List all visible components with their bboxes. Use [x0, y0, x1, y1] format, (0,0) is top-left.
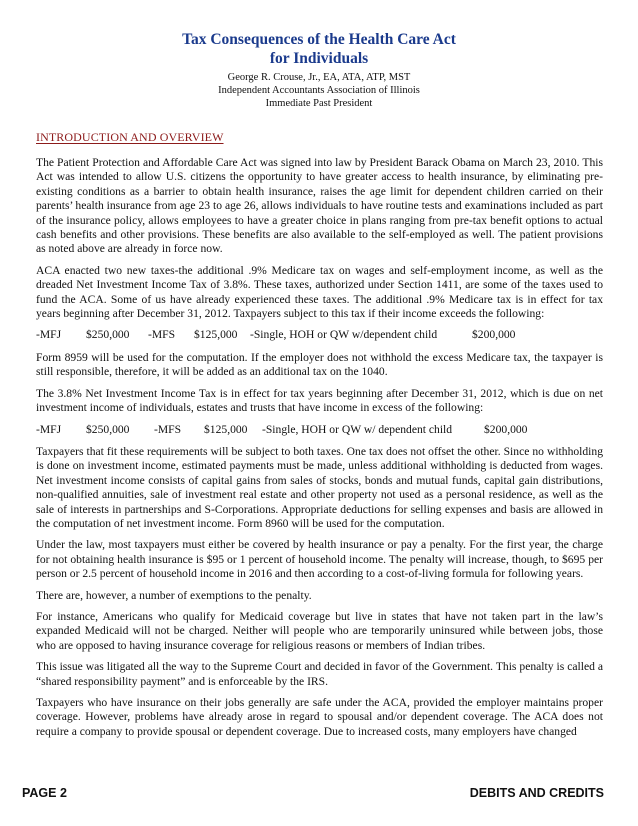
threshold-single-label: -Single, HOH or QW w/ dependent child [262, 422, 453, 436]
title-block [0, 30, 638, 110]
paragraph: Taxpayers who have insurance on their jobs generally are safe under the ACA, provided the employer maintains proper coverage. However, problems have already arose in regard to spousal and/or dependent coverage. The ACA does not require a company to provide spousal or dependent coverage. Due to increased costs, many employers have changed [36, 696, 603, 738]
author-role: Immediate Past President [265, 98, 373, 109]
threshold-mfj-label: -MFJ [36, 422, 62, 436]
threshold-single-label: -Single, HOH or QW w/dependent child [250, 328, 438, 342]
author-affiliation: Independent Accountants Association of Illinois [218, 85, 420, 96]
paragraph: Under the law, most taxpayers must either be covered by health insurance or pay a penalty. For the first year, the charge for not obtaining health insurance is $95 or 1 percent of household income. The penalty will increase, though, to $695 per person or 2.5 percent of household income in 2016 and then according to a cost-of-living formula for following years. [36, 538, 603, 581]
paragraph: Form 8959 will be used for the computation. If the employer does not withhold the excess Medicare tax, the taxpayer is still responsible, therefore, it will be added as an additional tax on the 1040. [36, 350, 603, 379]
threshold-mfj-label: -MFJ [36, 328, 62, 342]
paragraph: The Patient Protection and Affordable Care Act was signed into law by President Barack Obama on March 23, 2010. This Act was intended to allow U.S. citizens the opportunity to have greater access to health insurance, by eliminating pre-existing conditions as a barrier to obtain health insurance, raises the age limit for dependent children carried on their parents’ health insurance from age 23 to age 26, allows individuals to have routine tests and examinations included as part of the insurance policy, allows employees to have a greater choice in plans ranging from pre-tax benefit options to actual cash benefits and other provisions. These benefits are also available to the self-employed as well. The patient provisions as noted above are already in force now. [36, 156, 603, 256]
section-heading: INTRODUCTION AND OVERVIEW [36, 130, 224, 144]
article-title-line-2: for Individuals [269, 50, 369, 67]
publication-name: DEBITS AND CREDITS [469, 786, 604, 800]
paragraph: ACA enacted two new taxes-the additional .9% Medicare tax on wages and self-employment income, as well as the dreaded Net Investment Income Tax of 3.8%. These taxes, authorized under Section 1411, are some of the taxes used to fund the ACA. Some of us have already experienced these taxes. The additional .9% Medicare tax is in effect for tax years beginning after December 31, 2012. Taxpayers subject to this tax if their income exceeds the following: [36, 263, 603, 321]
niit-thresholds [36, 423, 603, 437]
page-footer [22, 786, 604, 800]
paragraph: This issue was litigated all the way to the Supreme Court and decided in favor of the Government. This penalty is called a “shared responsibility payment” and is enforceable by the IRS. [36, 660, 603, 688]
threshold-single-amount: $200,000 [472, 328, 516, 342]
paragraph: Taxpayers that fit these requirements will be subject to both taxes. One tax does not offset the other. Since no withholding is done on investment income, estimated payments must be made, unless additional withholding is deducted from wages. Net investment income consists of capital gains from sales of stocks, bonds and mutual funds, capital gain distributions, non-qualified annuities, sale of investment real estate and other property not used as a personal residence, as well as the sale of interests in partnerships and S-Corporations. Appropriate deductions for selling expenses and basis are allowed in the computation of net investment income. Form 8960 will be used for the computation. [36, 444, 603, 530]
threshold-mfj-amount: $250,000 [86, 422, 130, 436]
threshold-single-amount: $200,000 [484, 422, 528, 436]
page-number: PAGE 2 [22, 786, 67, 800]
paragraph: For instance, Americans who qualify for Medicaid coverage but live in states that have not taken part in the law’s expanded Medicaid will not be charged. Neither will people who are temporarily uninsured while between jobs, those who are opposed to having insurance coverage for religious reasons or members of Indian tribes. [36, 609, 603, 652]
medicare-thresholds [36, 328, 603, 342]
author-block [0, 71, 638, 110]
paragraph: There are, however, a number of exemptions to the penalty. [36, 588, 312, 602]
threshold-mfs-label: -MFS [148, 328, 176, 342]
threshold-mfs-amount: $125,000 [204, 422, 248, 436]
paragraph: The 3.8% Net Investment Income Tax is in effect for tax years beginning after December 31, 2012, which is due on net investment income of individuals, estates and trusts that have income in excess of the following: [36, 386, 603, 415]
threshold-mfs-amount: $125,000 [194, 328, 238, 342]
article-title-line-1: Tax Consequences of the Health Care Act [182, 31, 456, 48]
article-body [36, 156, 603, 746]
threshold-mfs-label: -MFS [154, 422, 182, 436]
threshold-mfj-amount: $250,000 [86, 328, 130, 342]
author-name: George R. Crouse, Jr., EA, ATA, ATP, MST [227, 72, 411, 83]
